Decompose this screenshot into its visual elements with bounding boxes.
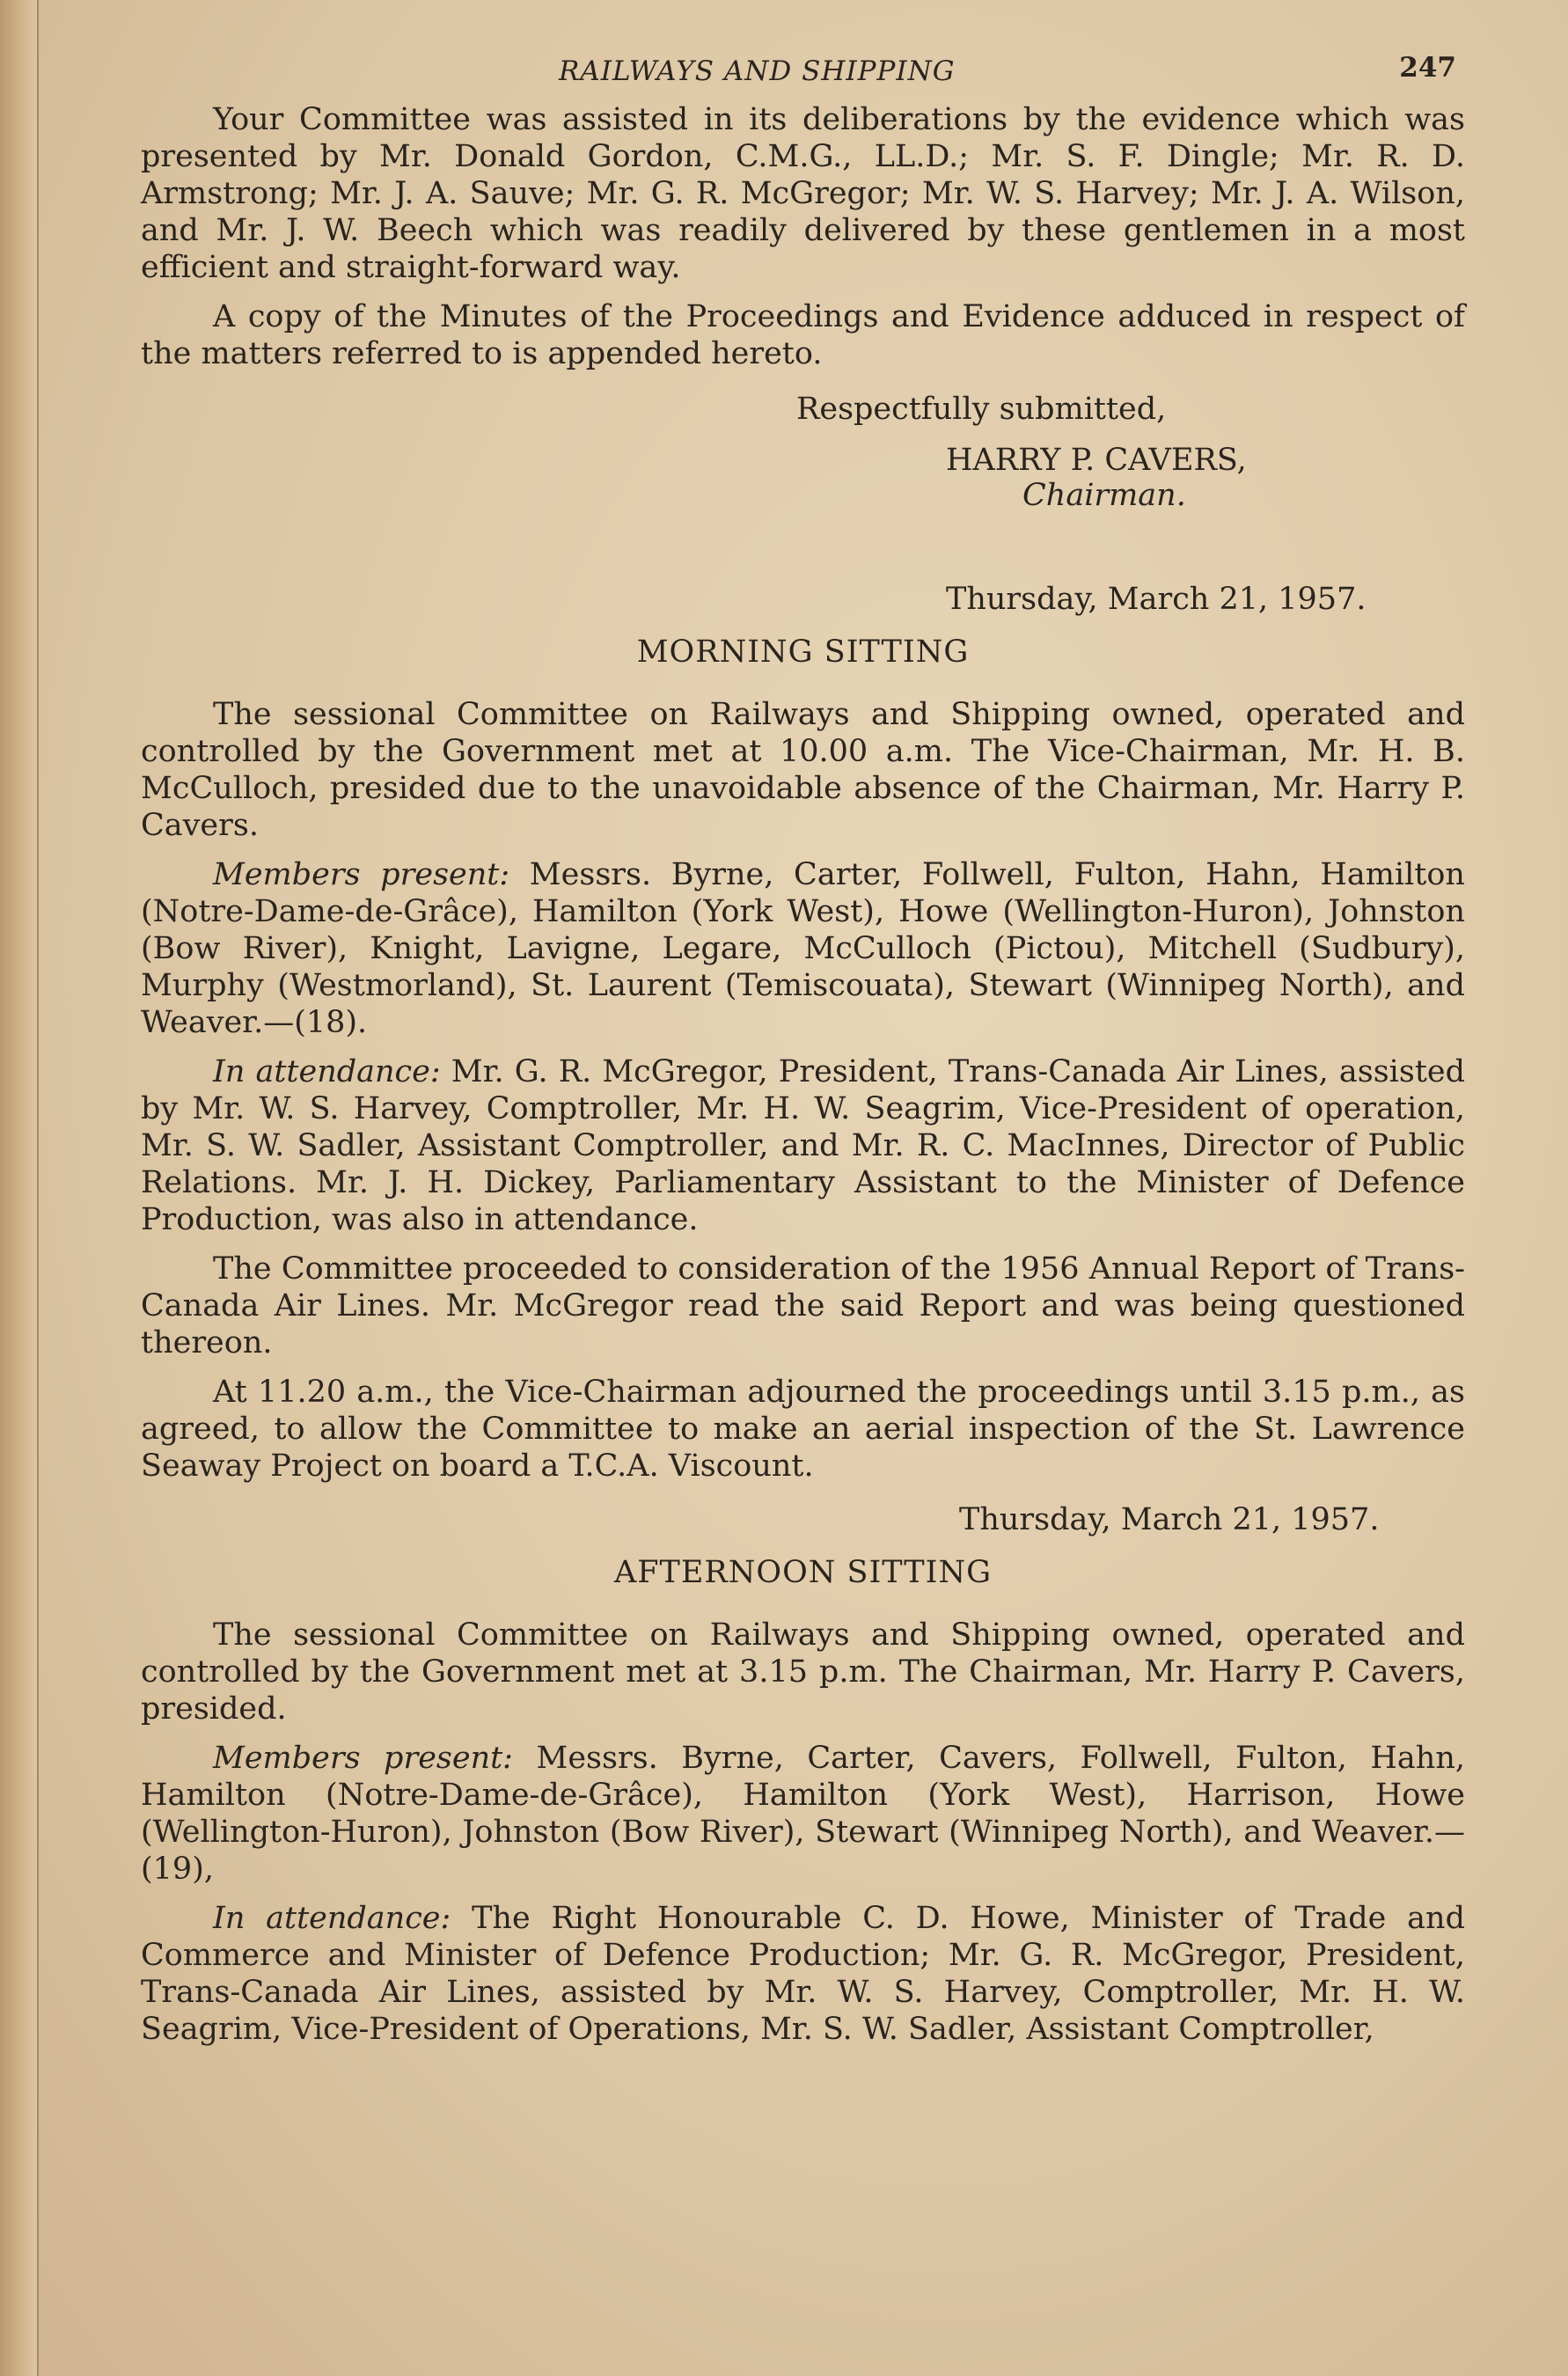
page-content (141, 48, 1465, 2060)
morning-date: Thursday, March 21, 1957. (946, 582, 1367, 617)
in-attendance-label: In attendance: (213, 1054, 441, 1089)
members-present-label: Members present: (213, 857, 510, 892)
members-present-list: Messrs. Byrne, Carter, Follwell, Fulton, Hahn, Hamilton (Notre-Dame-de-Grâce), Hamilton (York West), Howe (Wellington-Huron), Johnston (Bow River), Knight, Lavigne, Legare, McCulloch (Pictou), Mitchell (Sudbury), Murphy (Westmorland), St. Laurent (Temiscouata), Stewart (Winnipeg North), and Weaver.—(18). (141, 857, 1465, 1040)
signature-closing: Respectfully submitted, (796, 392, 1167, 427)
members-present-label: Members present: (213, 1741, 513, 1776)
morning-members-present (141, 856, 1465, 1041)
book-binding-edge (0, 0, 39, 2376)
morning-adjournment-paragraph: At 11.20 a.m., the Vice-Chairman adjourned the proceedings until 3.15 p.m., as agreed, to allow the Committee to make an aerial inspection of the St. Lawrence Seaway Project on board a T.C.A. Viscount. (141, 1375, 1465, 1484)
afternoon-opening-paragraph: The sessional Committee on Railways and Shipping owned, operated and controlled by the Government met at 3.15 p.m. The Chairman, Mr. Harry P. Cavers, presided. (141, 1617, 1465, 1727)
morning-proceedings-paragraph: The Committee proceeded to consideration of the 1956 Annual Report of Trans-Canada Air Lines. Mr. McGregor read the said Report and was being questioned thereon. (141, 1251, 1465, 1360)
running-head (141, 48, 1465, 101)
afternoon-heading: AFTERNOON SITTING (613, 1555, 993, 1590)
morning-in-attendance (141, 1053, 1465, 1238)
afternoon-members-present (141, 1740, 1465, 1888)
morning-opening-paragraph: The sessional Committee on Railways and Shipping owned, operated and controlled by the Government met at 10.00 a.m. The Vice-Chairman, Mr. H. B. McCulloch, presided due to the unavoidable absence of the Chairman, Mr. Harry P. Cavers. (141, 697, 1465, 843)
paragraph-committee-assisted: Your Committee was assisted in its deliberations by the evidence which was presented by Mr. Donald Gordon, C.M.G., LL.D.; Mr. S. F. Dingle; Mr. R. D. Armstrong; Mr. J. A. Sauve; Mr. G. R. McGregor; Mr. W. S. Harvey; Mr. J. A. Wilson, and Mr. J. W. Beech which was readily delivered by these gentlemen in a most efficient and straight-forward way. (141, 102, 1465, 285)
signature-title: Chairman. (1022, 478, 1186, 513)
in-attendance-list: Mr. G. R. McGregor, President, Trans-Canada Air Lines, assisted by Mr. W. S. Harvey, Comptroller, Mr. H. W. Seagrim, Vice-President of operation, Mr. S. W. Sadler, Assistant Comptroller, and Mr. R. C. MacInnes, Director of Public Relations. Mr. J. H. Dickey, Parliamentary Assistant to the Minister of Defence Production, was also in attendance. (141, 1054, 1465, 1237)
morning-heading: MORNING SITTING (636, 634, 970, 670)
in-attendance-list: The Right Honourable C. D. Howe, Minister of Trade and Commerce and Minister of Defence Production; Mr. G. R. McGregor, President, Trans-Canada Air Lines, assisted by Mr. W. S. Harvey, Comptroller, Mr. H. W. Seagrim, Vice-President of Operations, Mr. S. W. Sadler, Assistant Comptroller, (141, 1901, 1465, 2047)
members-present-list: Messrs. Byrne, Carter, Cavers, Follwell, Fulton, Hahn, Hamilton (Notre-Dame-de-Grâce), Hamilton (York West), Harrison, Howe (Wellington-Huron), Johnston (Bow River), Stewart (Winnipeg North), and Weaver.—(19), (141, 1741, 1465, 1887)
paragraph-minutes-appended: A copy of the Minutes of the Proceedings and Evidence adduced in respect of the matters referred to is appended hereto. (141, 299, 1465, 371)
running-title: RAILWAYS AND SHIPPING (559, 55, 956, 87)
signature-name: HARRY P. CAVERS, (946, 443, 1247, 478)
afternoon-in-attendance (141, 1900, 1465, 2048)
page-number: 247 (1399, 52, 1456, 84)
afternoon-date: Thursday, March 21, 1957. (959, 1502, 1380, 1537)
in-attendance-label: In attendance: (213, 1901, 451, 1936)
